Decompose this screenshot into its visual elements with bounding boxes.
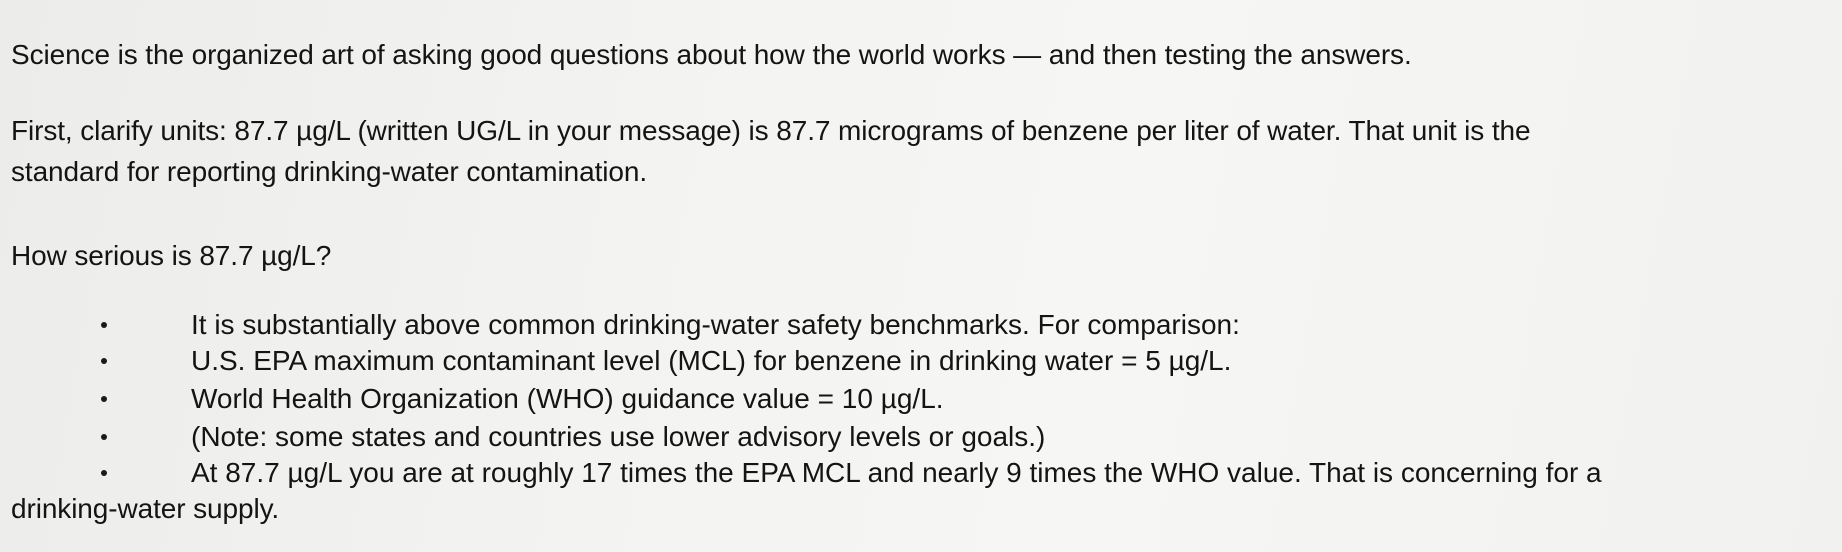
bullet-icon (101, 396, 107, 402)
list-item-text: It is substantially above common drinking-water safety benchmarks. For comparison: (191, 309, 1240, 340)
list-item-continuation: drinking-water supply. (11, 493, 280, 524)
units-paragraph-line-1: First, clarify units: 87.7 µg/L (written UG/L in your message) is 87.7 micrograms of benzene per liter of water. That unit is the (11, 115, 1531, 146)
bullet-icon (101, 470, 107, 476)
bullet-icon (101, 358, 107, 364)
list-item-text: At 87.7 µg/L you are at roughly 17 times the EPA MCL and nearly 9 times the WHO value. That is concerning for a (191, 457, 1602, 488)
units-paragraph-line-2: standard for reporting drinking-water contamination. (11, 156, 648, 187)
list-item (0, 456, 1842, 490)
list-item (0, 344, 1842, 378)
list-item-text: (Note: some states and countries use lower advisory levels or goals.) (191, 421, 1046, 452)
question-heading: How serious is 87.7 µg/L? (11, 240, 332, 271)
list-item (0, 420, 1842, 454)
list-item-text: World Health Organization (WHO) guidance value = 10 µg/L. (191, 383, 944, 414)
bullet-icon (101, 434, 107, 440)
bullet-icon (101, 322, 107, 328)
list-item-text: U.S. EPA maximum contaminant level (MCL) for benzene in drinking water = 5 µg/L. (191, 345, 1232, 376)
list-item (0, 382, 1842, 416)
intro-paragraph: Science is the organized art of asking good questions about how the world works — and then testing the answers. (11, 39, 1412, 70)
list-item (0, 308, 1842, 342)
